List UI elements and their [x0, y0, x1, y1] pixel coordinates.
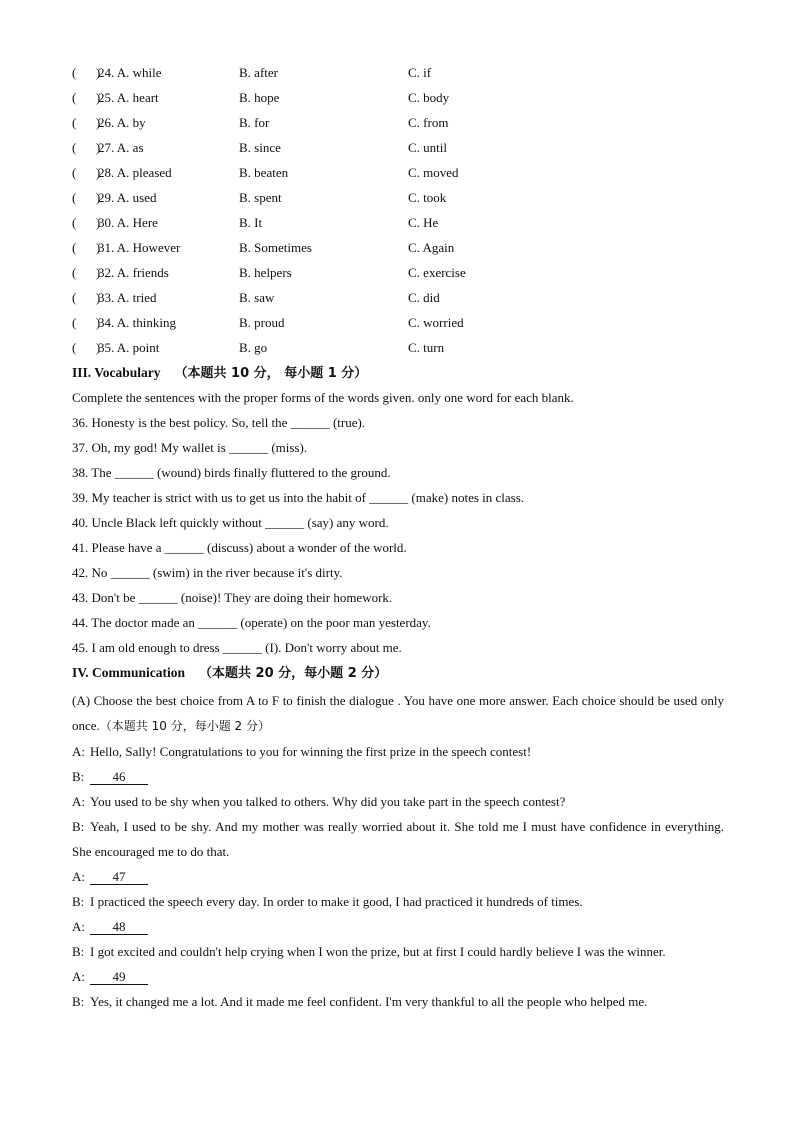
- vocabulary-title: III. Vocabulary: [72, 365, 161, 380]
- option-c: C. until: [408, 140, 448, 155]
- dialogue-speaker: B:: [72, 944, 85, 959]
- option-b: B. hope: [239, 90, 280, 105]
- communication-instruction-score: （本题共 10 分，每小题 2 分）: [99, 719, 270, 733]
- dialogue-line: [72, 864, 724, 889]
- answer-parentheses: ( ): [72, 265, 101, 280]
- option-a: 35. A. point: [98, 340, 160, 355]
- option-row: [72, 113, 724, 138]
- answer-parentheses: ( ): [72, 215, 101, 230]
- option-c: C. He: [408, 215, 439, 230]
- option-row: [72, 338, 724, 363]
- option-c: C. from: [408, 115, 449, 130]
- option-c: C. exercise: [408, 265, 466, 280]
- communication-section-title: [72, 663, 724, 688]
- vocabulary-item: 44. The doctor made an ______ (operate) on the poor man yesterday.: [72, 615, 431, 630]
- vocabulary-item: 41. Please have a ______ (discuss) about a wonder of the world.: [72, 540, 407, 555]
- dialogue-line: [72, 939, 724, 964]
- exam-page: [72, 63, 724, 1014]
- option-a: 33. A. tried: [98, 290, 157, 305]
- option-a: 29. A. used: [98, 190, 157, 205]
- option-c: C. turn: [408, 340, 445, 355]
- option-b: B. helpers: [239, 265, 292, 280]
- dialogue-speaker: B:: [72, 894, 85, 909]
- vocabulary-item: 42. No ______ (swim) in the river because it's dirty.: [72, 565, 343, 580]
- vocabulary-item: 36. Honesty is the best policy. So, tell the ______ (true).: [72, 415, 366, 430]
- option-row: [72, 88, 724, 113]
- vocabulary-score-note: （本题共 10 分， 每小题 1 分）: [174, 366, 368, 381]
- option-b: B. for: [239, 115, 270, 130]
- dialogue-text: I got excited and couldn't help crying when I won the prize, but at first I could hardly believe I was the winner.: [90, 944, 666, 959]
- option-c: C. worried: [408, 315, 464, 330]
- vocabulary-item: 40. Uncle Black left quickly without ______ (say) any word.: [72, 515, 389, 530]
- dialogue-speaker: A:: [72, 794, 85, 809]
- option-a: 31. A. However: [98, 240, 181, 255]
- option-b: B. It: [239, 215, 263, 230]
- option-c: C. if: [408, 65, 432, 80]
- communication-title: IV. Communication: [72, 665, 186, 680]
- dialogue-line: [72, 764, 724, 789]
- dialogue-speaker: B:: [72, 994, 85, 1009]
- communication-instruction-text: (A) Choose the best choice from A to F to finish the dialogue . You have one more answer. Each choice should be used only once.: [72, 693, 724, 733]
- dialogue-blank: 49: [90, 970, 148, 985]
- option-b: B. proud: [239, 315, 285, 330]
- option-c: C. body: [408, 90, 450, 105]
- dialogue-line: [72, 964, 724, 989]
- dialogue-line: [72, 889, 724, 914]
- option-b: B. since: [239, 140, 281, 155]
- option-row: [72, 213, 724, 238]
- dialogue-line: [72, 914, 724, 939]
- vocabulary-item: 43. Don't be ______ (noise)! They are doing their homework.: [72, 590, 393, 605]
- dialogue-text: I practiced the speech every day. In order to make it good, I had practiced it hundreds of times.: [90, 894, 583, 909]
- option-row: [72, 263, 724, 288]
- option-row: [72, 163, 724, 188]
- communication-instruction: [72, 688, 724, 739]
- option-b: B. go: [239, 340, 268, 355]
- option-b: B. Sometimes: [239, 240, 312, 255]
- option-a: 30. A. Here: [98, 215, 158, 230]
- option-a: 24. A. while: [98, 65, 162, 80]
- option-c: C. Again: [408, 240, 455, 255]
- option-row: [72, 63, 724, 88]
- vocabulary-section-title: [72, 363, 724, 388]
- dialogue-blank: 46: [90, 770, 148, 785]
- dialogue-speaker: A:: [72, 969, 85, 984]
- dialogue-blank: 47: [90, 870, 148, 885]
- option-a: 25. A. heart: [98, 90, 159, 105]
- option-b: B. beaten: [239, 165, 289, 180]
- dialogue-line: [72, 789, 724, 814]
- answer-parentheses: ( ): [72, 115, 101, 130]
- dialogue-text: Yeah, I used to be shy. And my mother was really worried about it. She told me I must have confidence in everything. She encouraged me to do that.: [72, 819, 724, 859]
- dialogue-line: [72, 739, 724, 764]
- vocabulary-item: 45. I am old enough to dress ______ (I). Don't worry about me.: [72, 640, 402, 655]
- option-a: 27. A. as: [98, 140, 144, 155]
- answer-parentheses: ( ): [72, 65, 101, 80]
- dialogue-speaker: A:: [72, 919, 85, 934]
- option-c: C. took: [408, 190, 447, 205]
- dialogue-text: Hello, Sally! Congratulations to you for winning the first prize in the speech contest!: [90, 744, 532, 759]
- dialogue-speaker: B:: [72, 819, 85, 834]
- vocabulary-item: 37. Oh, my god! My wallet is ______ (miss).: [72, 440, 308, 455]
- option-row: [72, 188, 724, 213]
- option-b: B. after: [239, 65, 278, 80]
- option-a: 28. A. pleased: [98, 165, 172, 180]
- dialogue-speaker: A:: [72, 744, 85, 759]
- answer-parentheses: ( ): [72, 190, 101, 205]
- dialogue-line: [72, 989, 724, 1014]
- answer-parentheses: ( ): [72, 90, 101, 105]
- vocabulary-instruction: Complete the sentences with the proper forms of the words given. only one word for each blank.: [72, 390, 574, 405]
- answer-parentheses: ( ): [72, 240, 101, 255]
- option-a: 32. A. friends: [98, 265, 169, 280]
- dialogue-speaker: B:: [72, 769, 85, 784]
- dialogue-text: You used to be shy when you talked to others. Why did you take part in the speech contest?: [90, 794, 566, 809]
- dialogue-line: [72, 814, 724, 864]
- answer-parentheses: ( ): [72, 165, 101, 180]
- dialogue-text: Yes, it changed me a lot. And it made me feel confident. I'm very thankful to all the people who helped me.: [90, 994, 648, 1009]
- option-row: [72, 288, 724, 313]
- answer-parentheses: ( ): [72, 340, 101, 355]
- option-row: [72, 238, 724, 263]
- option-row: [72, 313, 724, 338]
- dialogue-speaker: A:: [72, 869, 85, 884]
- dialogue-blank: 48: [90, 920, 148, 935]
- answer-parentheses: ( ): [72, 290, 101, 305]
- option-c: C. did: [408, 290, 440, 305]
- vocabulary-item: 39. My teacher is strict with us to get us into the habit of ______ (make) notes in class.: [72, 490, 525, 505]
- option-b: B. spent: [239, 190, 282, 205]
- option-c: C. moved: [408, 165, 459, 180]
- vocabulary-item: 38. The ______ (wound) birds finally fluttered to the ground.: [72, 465, 391, 480]
- cloze-options: [72, 63, 724, 363]
- answer-parentheses: ( ): [72, 315, 101, 330]
- option-row: [72, 138, 724, 163]
- option-b: B. saw: [239, 290, 275, 305]
- option-a: 26. A. by: [98, 115, 146, 130]
- communication-score-note: （本题共 20 分，每小题 2 分）: [199, 666, 388, 681]
- answer-parentheses: ( ): [72, 140, 101, 155]
- option-a: 34. A. thinking: [98, 315, 177, 330]
